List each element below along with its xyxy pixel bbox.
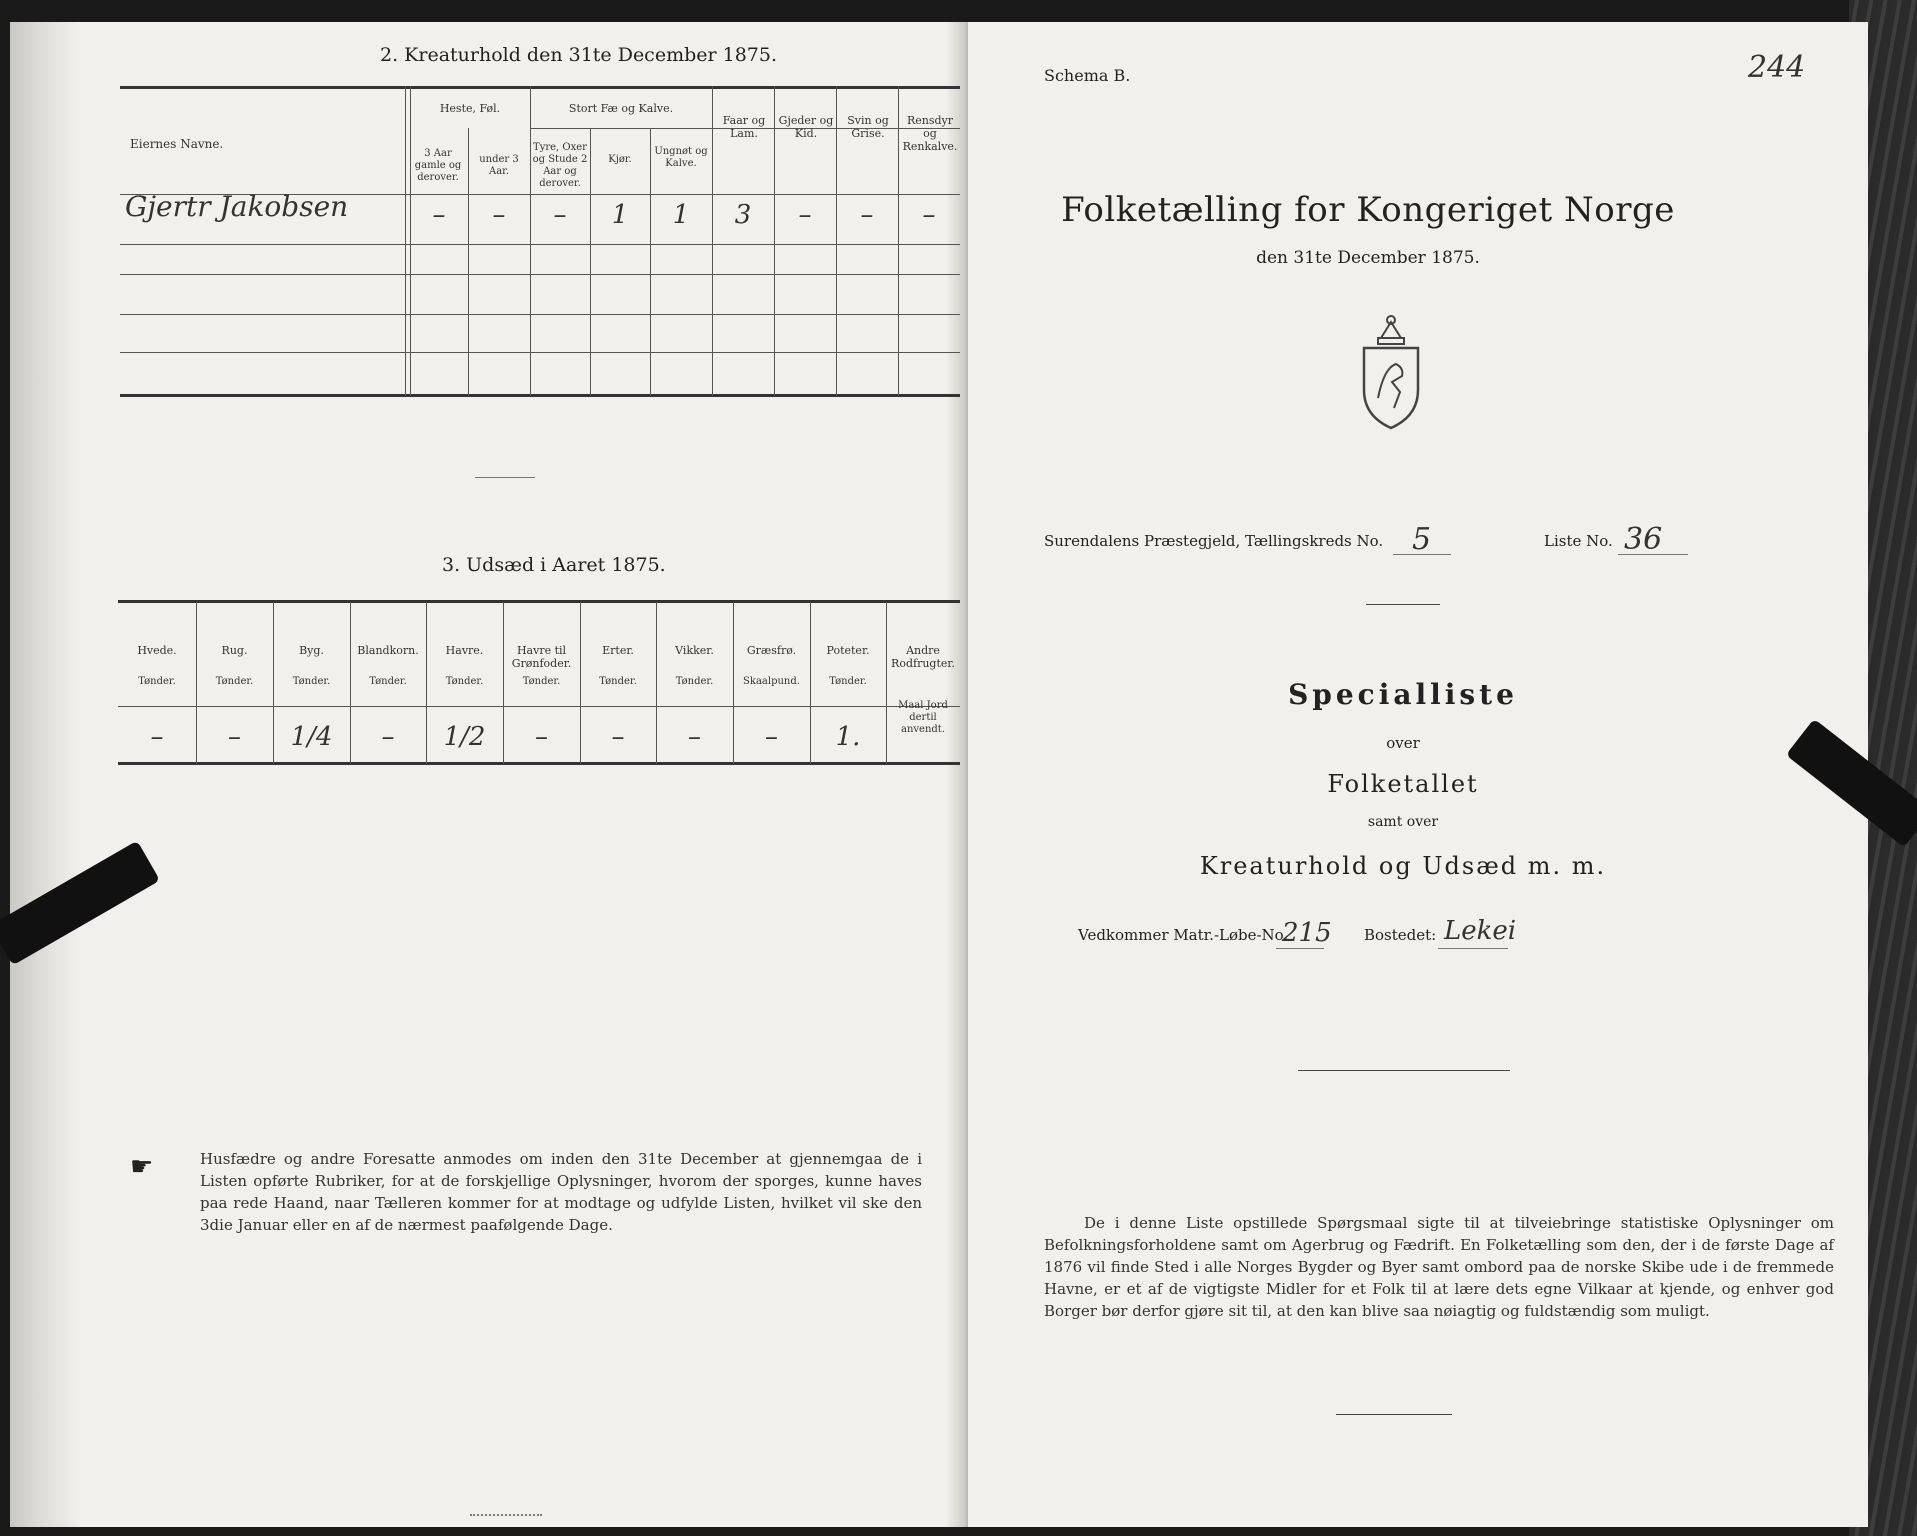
group-stort: Stort Fæ og Kalve. bbox=[568, 102, 674, 115]
livestock-value: 3 bbox=[734, 200, 752, 230]
special-title: Specialliste bbox=[1288, 678, 1518, 711]
livestock-value: – bbox=[922, 200, 936, 230]
seed-col-name: Havre. bbox=[445, 644, 484, 657]
table-bottom-rule bbox=[120, 394, 960, 397]
seed-col-unit: Tønder. bbox=[138, 676, 176, 687]
seed-col-unit: Tønder. bbox=[829, 676, 867, 687]
left-page bbox=[10, 22, 968, 1527]
row-rule bbox=[120, 352, 960, 353]
section3-title: 3. Udsæd i Aaret 1875. bbox=[442, 554, 666, 576]
col-stort-tyre: Tyre, Oxer og Stude 2 Aar og derover. bbox=[532, 142, 588, 189]
liste-no: 36 bbox=[1624, 522, 1663, 557]
owner-name: Gjertr Jakobsen bbox=[125, 190, 349, 223]
seed-table-bottom bbox=[118, 762, 960, 765]
seed-value: 1/2 bbox=[443, 722, 486, 752]
parish-label: Surendalens Præstegjeld, Tællingskreds No. bbox=[1044, 532, 1384, 550]
seed-col-unit: Maal Jord dertil anvendt. bbox=[898, 700, 948, 735]
col-rule bbox=[886, 602, 887, 764]
seed-value: – bbox=[765, 722, 778, 752]
seed-value: – bbox=[381, 722, 395, 752]
schema-label: Schema B. bbox=[1044, 66, 1131, 85]
seed-col-unit: Tønder. bbox=[369, 676, 407, 687]
col-rule bbox=[898, 86, 899, 396]
seed-col-unit: Tønder. bbox=[522, 676, 561, 687]
seed-col-unit: Tønder. bbox=[215, 676, 254, 687]
col-rule bbox=[774, 86, 775, 396]
col-svin: Svin og Grise. bbox=[847, 114, 889, 140]
seed-table-top bbox=[118, 600, 960, 603]
seed-value: 1. bbox=[835, 722, 861, 752]
livestock-value: 1 bbox=[611, 200, 629, 230]
seed-col-unit: Tønder. bbox=[445, 676, 484, 687]
seed-value: 1/4 bbox=[290, 722, 333, 752]
census-subtitle: den 31te December 1875. bbox=[1256, 248, 1480, 268]
seed-value: – bbox=[688, 722, 701, 752]
left-page-margin bbox=[10, 22, 80, 1527]
seed-col-name: Rug. bbox=[221, 644, 248, 657]
col-rule bbox=[590, 128, 591, 396]
seed-header-rule bbox=[118, 706, 960, 707]
table-top-rule bbox=[120, 86, 960, 89]
footer-mark bbox=[470, 1514, 542, 1516]
seed-col-unit: Tønder. bbox=[675, 676, 714, 687]
seed-value: – bbox=[535, 722, 548, 752]
kreaturhold-label: Kreaturhold og Udsæd m. m. bbox=[1199, 852, 1607, 880]
seed-col-name: Hvede. bbox=[137, 644, 177, 657]
livestock-value: – bbox=[860, 200, 874, 230]
livestock-value: – bbox=[492, 200, 506, 230]
col-rule bbox=[410, 86, 411, 396]
seed-col-name: Byg. bbox=[299, 644, 324, 657]
row-rule bbox=[120, 314, 960, 315]
bostedet-label: Bostedet: bbox=[1364, 926, 1437, 944]
col-faar: Faar og Lam. bbox=[722, 114, 766, 140]
seed-col-name: Andre Rodfrugter. bbox=[891, 644, 955, 670]
census-title: Folketælling for Kongeriget Norge bbox=[1061, 190, 1675, 230]
seed-value: – bbox=[150, 722, 164, 752]
col-gjeder: Gjeder og Kid. bbox=[778, 114, 834, 140]
owner-header: Eiernes Navne. bbox=[130, 137, 224, 151]
right-page bbox=[968, 22, 1868, 1527]
seed-col-name: Erter. bbox=[602, 644, 634, 657]
seed-col-name: Græsfrø. bbox=[746, 644, 797, 657]
seed-col-name: Blandkorn. bbox=[357, 644, 419, 657]
seed-col-unit: Skaalpund. bbox=[743, 676, 800, 687]
section2-title: 2. Kreaturhold den 31te December 1875. bbox=[380, 44, 778, 66]
divider bbox=[475, 477, 535, 478]
divider bbox=[1336, 1414, 1452, 1415]
matr-no: 215 bbox=[1282, 918, 1332, 948]
info-text: De i denne Liste opstillede Spørgsmaal sigte til at tilveiebringe statistiske Oplysninger om Befolkningsforholdene samt om Agerbrug og Fædrift. En Folketælling som den, der i de første Dage af 1876 vil finde Sted i alle Norges Bygder og Byer samt ombord paa de norske Skibe ude i de fremmede Havne, er et af de vigtigste Midler for et Folk til at lære dets egne Vilkaar at kjende, og enhver god Borger bør derfor gjøre sit til, at den kan blive saa nøiagtig og fuldstændig som muligt. bbox=[1044, 1214, 1834, 1320]
seed-col-name: Havre til Grønfoder. bbox=[511, 644, 572, 670]
notice-text: Husfædre og andre Foresatte anmodes om inden den 31te December at gjennemgaa de i Listen opførte Rubriker, for at de forskjellige Oplysninger, hvorom der sporges, kunne haves paa rede Haand, naar Tælleren kommer for at modtage og udfylde Listen, hvilket vil ske den 3die Januar eller en af de nærmest paafølgende Dage. bbox=[200, 1150, 922, 1234]
col-heste-old: 3 Aar gamle og derover. bbox=[414, 148, 462, 183]
row-rule bbox=[120, 274, 960, 275]
bostedet-rule bbox=[1438, 948, 1508, 949]
matr-label: Vedkommer Matr.-Løbe-No. bbox=[1078, 926, 1289, 944]
kreds-no: 5 bbox=[1412, 522, 1432, 557]
col-stort-kjor: Kjør. bbox=[608, 154, 632, 165]
col-stort-ungnot: Ungnøt og Kalve. bbox=[654, 146, 708, 169]
divider bbox=[1298, 1070, 1510, 1071]
folketallet-label: Folketallet bbox=[1327, 770, 1479, 798]
livestock-value: – bbox=[553, 200, 567, 230]
liste-label: Liste No. bbox=[1544, 532, 1613, 550]
kreds-rule bbox=[1393, 554, 1451, 555]
col-rensdyr: Rensdyr og Renkalve. bbox=[902, 114, 958, 153]
liste-rule bbox=[1618, 554, 1688, 555]
col-rule bbox=[405, 86, 406, 396]
divider bbox=[1366, 604, 1440, 605]
over-label: over bbox=[1386, 734, 1420, 752]
livestock-value: – bbox=[798, 200, 812, 230]
bostedet-value: Lekei bbox=[1444, 916, 1517, 946]
col-rule bbox=[712, 86, 713, 396]
col-rule bbox=[530, 86, 531, 396]
pointing-hand-icon: ☛ bbox=[130, 1152, 154, 1182]
seed-col-unit: Tønder. bbox=[292, 676, 331, 687]
seed-col-name: Poteter. bbox=[826, 644, 870, 657]
coat-of-arms-icon bbox=[1358, 312, 1424, 432]
group-heste: Heste, Føl. bbox=[439, 102, 501, 115]
seed-col-unit: Tønder. bbox=[599, 676, 637, 687]
seed-value: – bbox=[611, 722, 625, 752]
livestock-value: – bbox=[432, 200, 446, 230]
seed-col-name: Vikker. bbox=[675, 644, 714, 657]
row-rule bbox=[120, 244, 960, 245]
col-rule bbox=[836, 86, 837, 396]
livestock-value: 1 bbox=[672, 200, 690, 230]
seed-value: – bbox=[228, 722, 241, 752]
page-number: 244 bbox=[1748, 50, 1806, 85]
matr-rule bbox=[1276, 948, 1324, 949]
col-heste-young: under 3 Aar. bbox=[479, 154, 519, 177]
samt-over-label: samt over bbox=[1367, 814, 1439, 830]
